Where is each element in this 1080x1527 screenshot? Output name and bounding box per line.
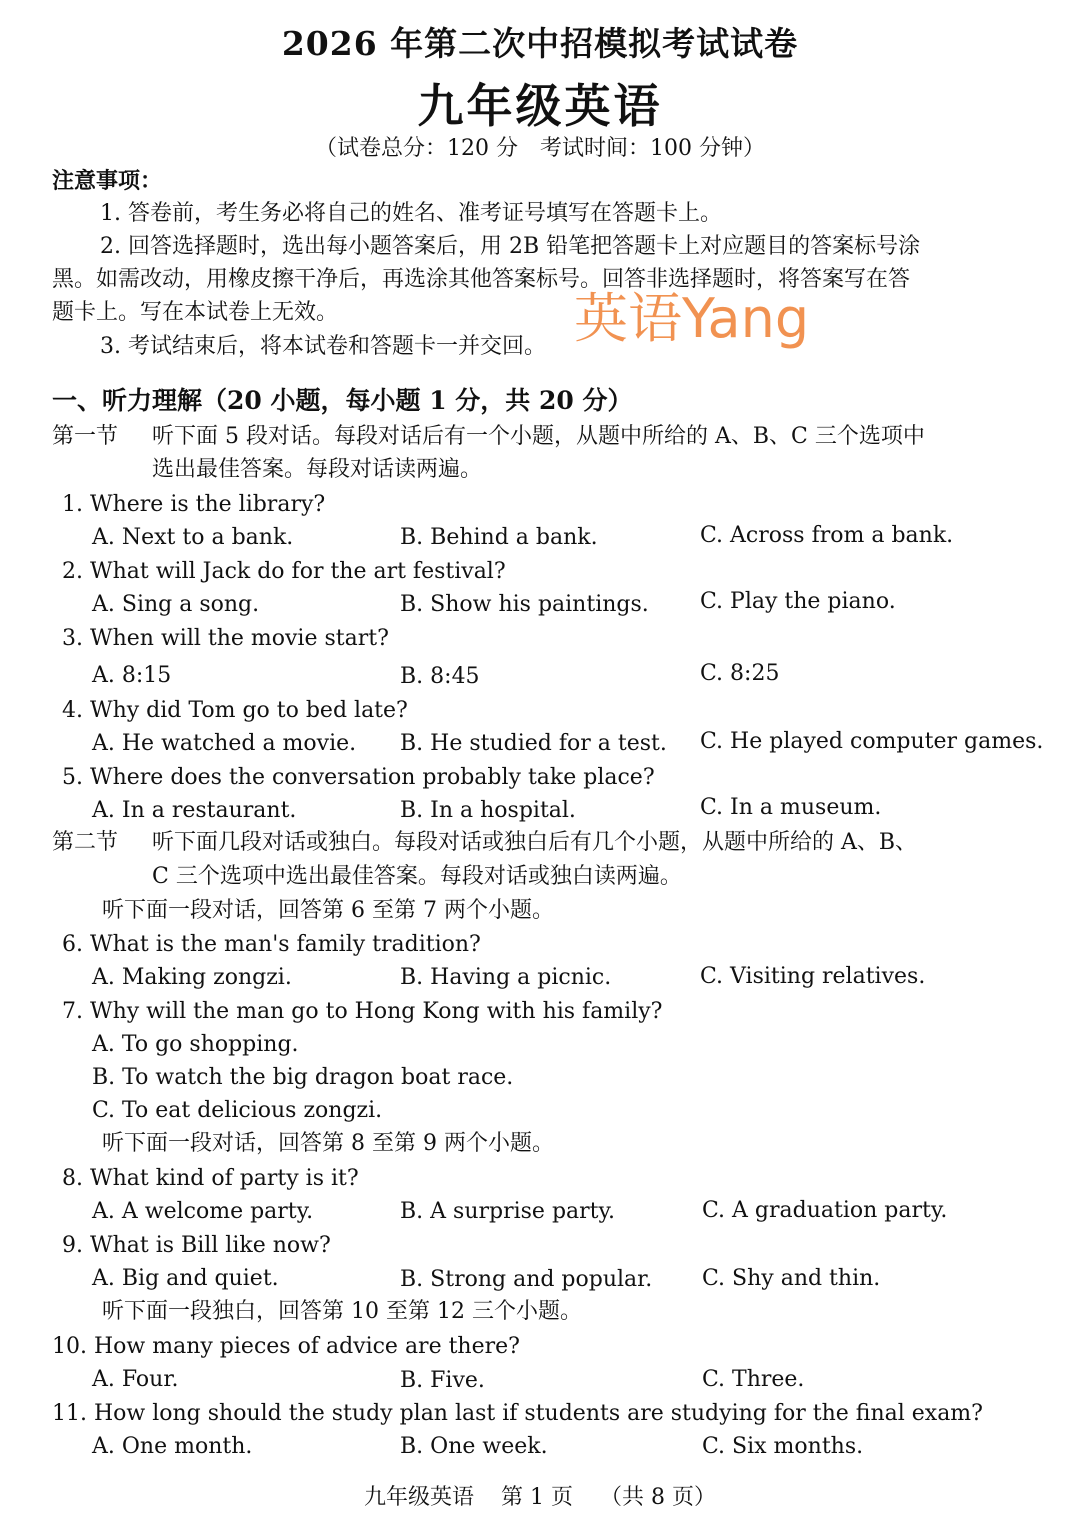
option-c: C. Across from a bank. — [700, 523, 954, 548]
option-a: A. One month. — [92, 1434, 253, 1459]
notice-line: 1. 答卷前，考生务必将自己的姓名、准考证号填写在答题卡上。 — [100, 201, 722, 226]
page-footer — [0, 1480, 1080, 1511]
subject-title: 九年级英语 — [417, 79, 663, 133]
part-instruction: C 三个选项中选出最佳答案。每段对话或独白读两遍。 — [152, 864, 682, 889]
listening-prompt: 听下面一段独白，回答第 10 至第 12 三个小题。 — [102, 1299, 582, 1324]
option-b: B. Strong and popular. — [400, 1267, 653, 1292]
footer-page-number: 第 1 页 — [501, 1485, 573, 1510]
option-c: C. In a museum. — [700, 795, 882, 820]
part-label: 第二节 — [52, 830, 119, 855]
footer-subject: 九年级英语 — [364, 1485, 475, 1510]
option-c: C. Three. — [702, 1367, 805, 1392]
question: 5. Where does the conversation probably take place? — [62, 765, 655, 790]
option-c: C. Play the piano. — [700, 589, 896, 614]
notice-line: 3. 考试结束后，将本试卷和答题卡一并交回。 — [100, 334, 546, 359]
question: 6. What is the man's family tradition? — [62, 932, 481, 957]
notice-line: 题卡上。写在本试卷上无效。 — [52, 300, 339, 325]
option-a: A. Sing a song. — [92, 592, 260, 617]
option-a: A. To go shopping. — [92, 1032, 299, 1057]
option-b: B. 8:45 — [400, 664, 480, 689]
option-c: C. 8:25 — [700, 661, 780, 686]
notice-heading: 注意事项： — [52, 168, 163, 194]
option-a: A. Four. — [92, 1367, 179, 1392]
notice-line: 2. 回答选择题时，选出每小题答案后，用 2B 铅笔把答题卡上对应题目的答案标号涂 — [100, 234, 921, 259]
part-instruction: 听下面几段对话或独白。每段对话或独白后有几个小题，从题中所给的 A、B、 — [152, 830, 918, 855]
question: 11. How long should the study plan last if students are studying for the final exam? — [52, 1401, 983, 1426]
exam-info: （试卷总分：120 分 考试时间：100 分钟） — [315, 136, 765, 161]
listening-prompt: 听下面一段对话，回答第 8 至第 9 两个小题。 — [102, 1131, 554, 1156]
option-b: B. A surprise party. — [400, 1199, 616, 1224]
question: 8. What kind of party is it? — [62, 1166, 359, 1191]
question: 9. What is Bill like now? — [62, 1233, 331, 1258]
option-a: A. He watched a movie. — [92, 731, 357, 756]
part-label: 第一节 — [52, 424, 119, 449]
question: 4. Why did Tom go to bed late? — [62, 698, 408, 723]
question: 3. When will the movie start? — [62, 626, 389, 651]
option-b: B. In a hospital. — [400, 798, 576, 823]
option-b: B. Show his paintings. — [400, 592, 649, 617]
option-a: A. Big and quiet. — [92, 1266, 279, 1291]
option-c: C. Six months. — [702, 1434, 864, 1459]
part-instruction: 听下面 5 段对话。每段对话后有一个小题，从题中所给的 A、B、C 三个选项中 — [152, 424, 925, 449]
option-b: B. Having a picnic. — [400, 965, 612, 990]
watermark-logo: 英语Yang — [574, 287, 810, 350]
question: 7. Why will the man go to Hong Kong with his family? — [62, 999, 663, 1024]
section-heading: 一、听力理解（20 小题，每小题 1 分，共 20 分） — [52, 386, 633, 415]
option-a: A. In a restaurant. — [92, 798, 297, 823]
part-instruction: 选出最佳答案。每段对话读两遍。 — [152, 457, 483, 482]
option-b: B. He studied for a test. — [400, 731, 667, 756]
option-b: B. Five. — [400, 1368, 485, 1393]
option-a: A. A welcome party. — [92, 1199, 314, 1224]
question: 10. How many pieces of advice are there? — [52, 1334, 520, 1359]
option-a: A. Making zongzi. — [92, 965, 292, 990]
option-c: C. He played computer games. — [700, 729, 1044, 754]
option-a: A. Next to a bank. — [92, 525, 294, 550]
option-c: C. To eat delicious zongzi. — [92, 1098, 383, 1123]
option-b: B. Behind a bank. — [400, 525, 598, 550]
option-b: B. To watch the big dragon boat race. — [92, 1065, 514, 1090]
option-a: A. 8:15 — [92, 663, 172, 688]
listening-prompt: 听下面一段对话，回答第 6 至第 7 两个小题。 — [102, 898, 554, 923]
option-b: B. One week. — [400, 1434, 548, 1459]
option-c: C. Shy and thin. — [702, 1266, 881, 1291]
option-c: C. A graduation party. — [702, 1198, 948, 1223]
notice-line: 黑。如需改动，用橡皮擦干净后，再选涂其他答案标号。回答非选择题时，将答案写在答 — [52, 267, 911, 292]
question: 2. What will Jack do for the art festival? — [62, 559, 506, 584]
exam-title: 2026 年第二次中招模拟考试试卷 — [281, 24, 799, 63]
question: 1. Where is the library? — [62, 492, 326, 517]
option-c: C. Visiting relatives. — [700, 964, 926, 989]
footer-total-pages: （共 8 页） — [600, 1485, 716, 1510]
